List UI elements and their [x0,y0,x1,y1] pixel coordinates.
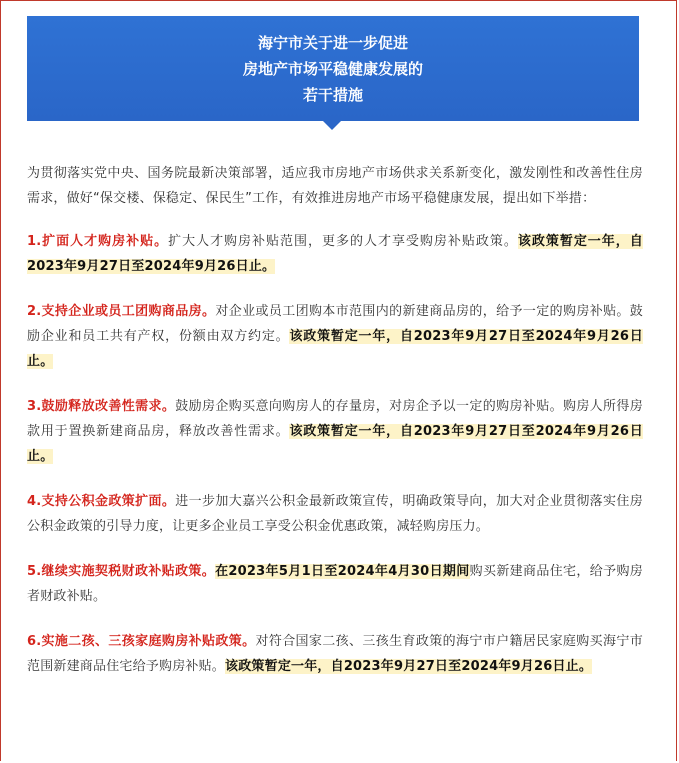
measure-6 [27,629,643,679]
measure-body: 对符合国家二孩、三孩生育政策的海宁市户籍居民家庭购买海宁市范围新建商品住宅给予购房补贴。 [27,634,643,674]
measure-highlight: 该政策暂定一年，自2023年9月27日至2024年9月26日止。 [225,659,593,674]
measure-body: 进一步加大嘉兴公积金最新政策宣传，明确政策导向，加大对企业贯彻落实住房公积金政策的引导力度，让更多企业员工享受公积金优惠政策，减轻购房压力。 [27,494,643,534]
measure-1 [27,229,643,279]
measure-title: 2.支持企业或员工团购商品房。 [27,304,216,319]
measure-title: 6.实施二孩、三孩家庭购房补贴政策。 [27,634,256,649]
intro-paragraph: 为贯彻落实党中央、国务院最新决策部署，适应我市房地产市场供求关系新变化，激发刚性和改善性住房需求，做好“保交楼、保稳定、保民生”工作，有效推进房地产市场平稳健康发展，提出如下举措： [27,166,643,206]
article-body [27,161,643,699]
measure-3 [27,394,643,469]
banner-line-3: 若干措施 [302,86,363,104]
measure-tail: 购买新建商品住宅，给予购房者财政补贴。 [27,564,643,604]
measure-highlight: 该政策暂定一年，自2023年9月27日至2024年9月26日止。 [27,424,643,464]
measure-title: 1.扩面人才购房补贴。 [27,234,169,249]
measure-title: 4.支持公积金政策扩面。 [27,494,176,509]
measure-body: 对企业或员工团购本市范围内的新建商品房的，给予一定的购房补贴。鼓励企业和员工共有产权，份额由双方约定。 [27,304,644,344]
measure-4 [27,489,643,539]
banner-line-1: 海宁市关于进一步促进 [257,34,408,52]
title-banner [27,16,639,121]
measure-title: 3.鼓励释放改善性需求。 [27,399,176,414]
measure-body: 鼓励房企购买意向购房人的存量房，对房企予以一定的购房补贴。购房人所得房款用于置换新建商品房，释放改善性需求。 [27,399,643,439]
measure-highlight: 该政策暂定一年，自2023年9月27日至2024年9月26日止。 [27,234,643,274]
measure-title: 5.继续实施契税财政补贴政策。 [27,564,216,579]
measure-highlight: 在2023年5月1日至2024年4月30日期间 [215,564,470,579]
measure-2 [27,299,643,374]
measure-highlight: 该政策暂定一年，自2023年9月27日至2024年9月26日止。 [27,329,643,369]
banner-pointer [323,121,341,130]
banner-line-2: 房地产市场平稳健康发展的 [242,60,423,78]
measure-body: 扩大人才购房补贴范围，更多的人才享受购房补贴政策。 [168,234,518,249]
measure-5 [27,559,643,609]
